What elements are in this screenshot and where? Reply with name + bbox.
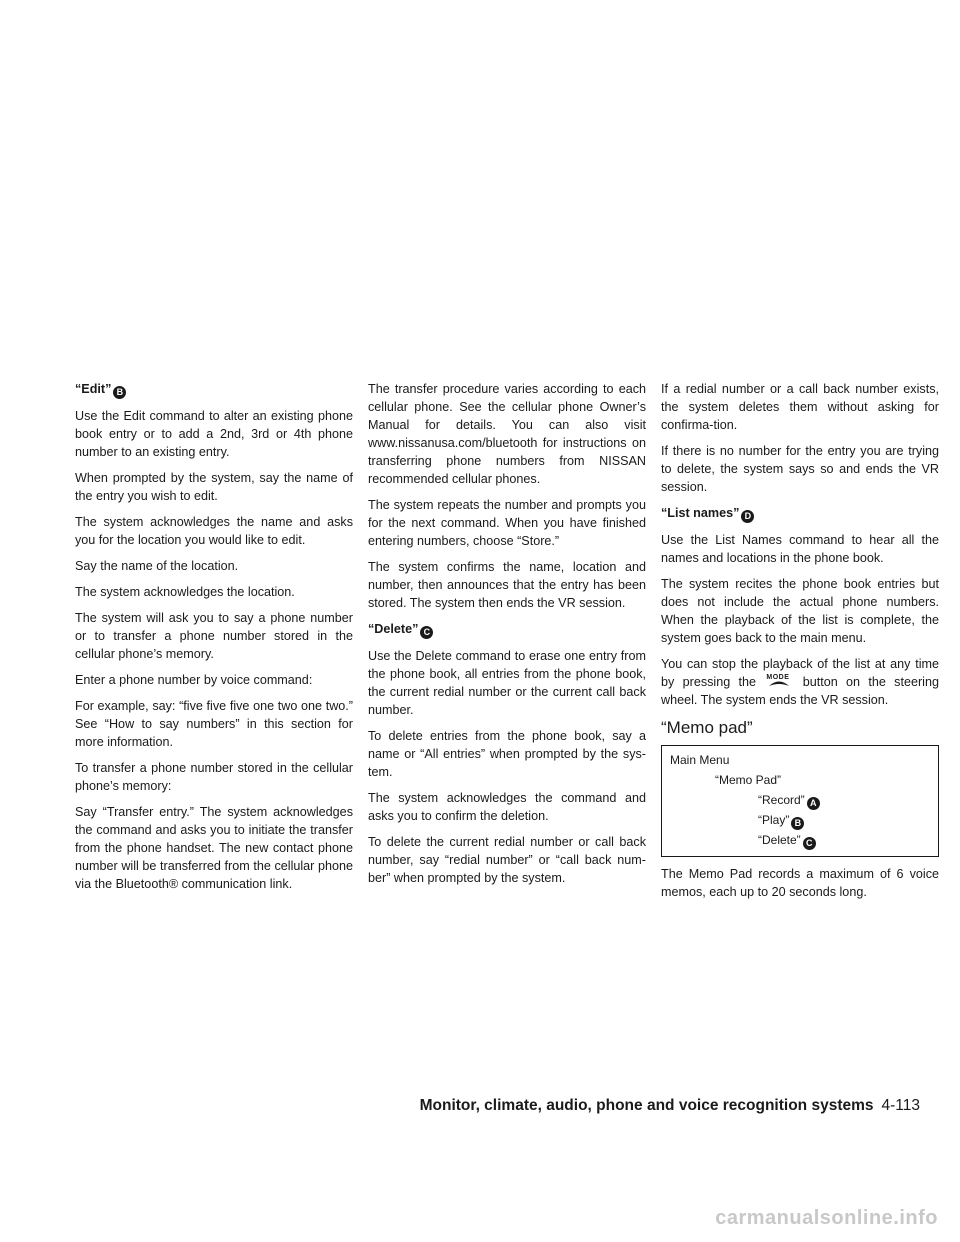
page-footer xyxy=(420,1097,920,1115)
menu-item-memo-pad: “Memo Pad” xyxy=(715,773,782,787)
delete-heading: “Delete” C xyxy=(368,620,646,639)
paragraph: The system will ask you to say a phone number or to transfer a phone number stored in the cellular phone’s memory. xyxy=(75,611,353,661)
menu-item-record: “Record” A xyxy=(670,790,930,810)
paragraph: Use the Edit command to alter an existing phone book entry or to add a 2nd, 3rd or 4th phone number to an existing entry. xyxy=(75,409,353,459)
paragraph: To delete the current redial number or call back number, say “redial number” or “call back num-ber” when prompted by the system. xyxy=(368,835,646,885)
column-1 xyxy=(75,380,353,901)
column-2 xyxy=(368,380,646,895)
menu-tree-box xyxy=(661,745,939,857)
paragraph: If a redial number or a call back number exists, the system deletes them without asking for confirma-tion. xyxy=(661,382,939,432)
paragraph: Use the Delete command to erase one entry from the phone book, all entries from the phone book, the current redial number or the current call back number. xyxy=(368,649,646,717)
callout-b-marker: B xyxy=(113,386,126,399)
paragraph: Use the List Names command to hear all the names and locations in the phone book. xyxy=(661,533,939,565)
paragraph: To transfer a phone number stored in the cellular phone’s memory: xyxy=(75,761,353,793)
paragraph: The system repeats the number and prompts you for the next command. When you have finished entering numbers, choose “Store.” xyxy=(368,498,646,548)
paragraph: Say “Transfer entry.” The system acknowledges the command and asks you to initiate the transfer from the phone handset. The new contact phone number will be transferred from the cellular phone via the Bluetooth® communication link. xyxy=(75,805,353,891)
callout-c-marker: C xyxy=(420,626,433,639)
paragraph: For example, say: “five five five one two one two.” See “How to say numbers” in this section for more information. xyxy=(75,699,353,749)
menu-item-delete: “Delete” C xyxy=(670,830,930,850)
callout-b-marker: B xyxy=(791,817,804,830)
watermark: carmanualsonline.info xyxy=(715,1207,938,1229)
callout-a-marker: A xyxy=(807,797,820,810)
paragraph: Say the name of the location. xyxy=(75,559,239,573)
paragraph: The system confirms the name, location and number, then announces that the entry has been stored. The system then ends the VR session. xyxy=(368,560,646,610)
paragraph: The system acknowledges the name and asks you for the location you would like to edit. xyxy=(75,515,353,547)
memo-pad-heading: “Memo pad” xyxy=(661,718,753,737)
paragraph: When prompted by the system, say the name of the entry you wish to edit. xyxy=(75,471,353,503)
list-names-heading: “List names” D xyxy=(661,504,939,523)
paragraph: If there is no number for the entry you are trying to delete, the system says so and ends the VR session. xyxy=(661,444,939,494)
page-number: 4-113 xyxy=(881,1097,920,1114)
paragraph: The system recites the phone book entries but does not include the actual phone numbers. When the playback of the list is complete, the system goes back to the main menu. xyxy=(661,577,939,645)
paragraph: Enter a phone number by voice command: xyxy=(75,673,313,687)
paragraph: The system acknowledges the location. xyxy=(75,585,295,599)
paragraph: The system acknowledges the command and asks you to confirm the deletion. xyxy=(368,791,646,823)
mode-button-icon: MODE xyxy=(764,673,794,687)
section-title: Monitor, climate, audio, phone and voice recognition systems xyxy=(419,1097,874,1114)
menu-item-play: “Play” B xyxy=(670,810,930,830)
callout-d-marker: D xyxy=(741,510,754,523)
paragraph: The transfer procedure varies according to each cellular phone. See the cellular phone Owner’s Manual for details. You can also visit www.nissanusa.com/bluetooth for instructions on transferring phone numbers from NISSAN recommended cellular phones. xyxy=(368,382,646,486)
paragraph: To delete entries from the phone book, say a name or “All entries” when prompted by the sys-tem. xyxy=(368,729,646,779)
menu-item-main: Main Menu xyxy=(670,753,730,767)
callout-c-marker: C xyxy=(803,837,816,850)
edit-heading: “Edit” B xyxy=(75,380,353,399)
paragraph-with-mode-button: You can stop the playback of the list at any time by pressing the MODE button on the steering wheel. The system ends the VR session. xyxy=(661,657,939,707)
column-3 xyxy=(661,380,939,909)
paragraph: The Memo Pad records a maximum of 6 voice memos, each up to 20 seconds long. xyxy=(661,867,939,899)
